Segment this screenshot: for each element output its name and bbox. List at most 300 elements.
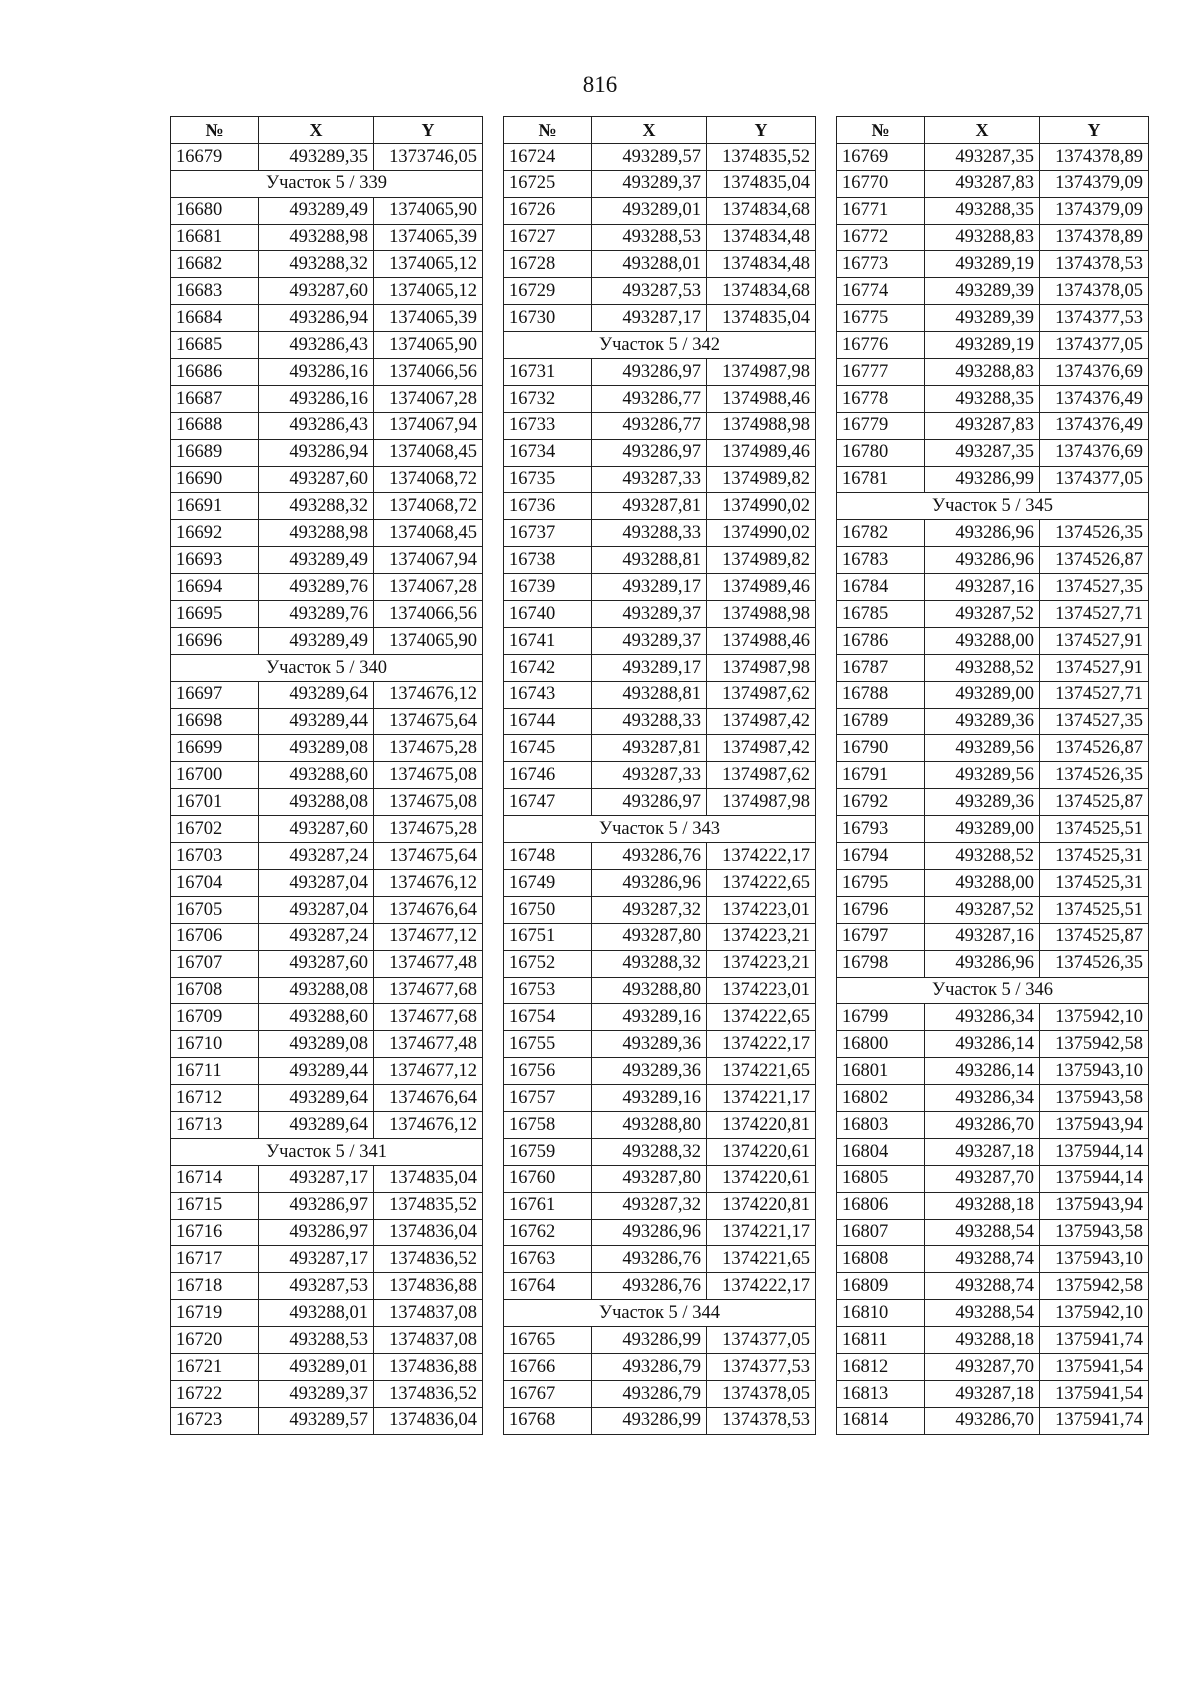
point-number-cell: 16699	[171, 735, 259, 762]
table-row	[837, 332, 1149, 359]
table-row	[171, 1273, 483, 1300]
y-coordinate-cell: 1374066,56	[374, 359, 483, 386]
y-coordinate-cell: 1374065,90	[374, 332, 483, 359]
y-coordinate-cell: 1374835,04	[707, 170, 816, 197]
table-row	[504, 1138, 816, 1165]
section-title: Участок 5 / 344	[504, 1300, 816, 1327]
x-coordinate-cell: 493287,32	[592, 1192, 707, 1219]
point-number-cell: 16744	[504, 708, 592, 735]
x-coordinate-cell: 493289,56	[925, 762, 1040, 789]
table-row	[171, 1004, 483, 1031]
x-coordinate-cell: 493286,76	[592, 843, 707, 870]
table-row	[837, 1085, 1149, 1112]
y-coordinate-cell: 1375943,10	[1040, 1246, 1149, 1273]
table-row	[504, 789, 816, 816]
table-row	[837, 251, 1149, 278]
y-coordinate-cell: 1374065,39	[374, 224, 483, 251]
y-coordinate-cell: 1374990,02	[707, 520, 816, 547]
point-number-cell: 16682	[171, 251, 259, 278]
table-header-row	[504, 117, 816, 144]
point-number-cell: 16733	[504, 412, 592, 439]
table-row	[171, 466, 483, 493]
x-coordinate-cell: 493289,39	[925, 305, 1040, 332]
y-coordinate-cell: 1374378,53	[1040, 251, 1149, 278]
point-number-cell: 16689	[171, 439, 259, 466]
y-coordinate-cell: 1374220,81	[707, 1111, 816, 1138]
section-title: Участок 5 / 343	[504, 816, 816, 843]
y-coordinate-cell: 1375943,10	[1040, 1058, 1149, 1085]
y-coordinate-cell: 1374378,89	[1040, 143, 1149, 170]
x-coordinate-cell: 493287,35	[925, 143, 1040, 170]
x-coordinate-cell: 493287,80	[592, 923, 707, 950]
point-number-cell: 16806	[837, 1192, 925, 1219]
point-number-cell: 16742	[504, 654, 592, 681]
point-number-cell: 16745	[504, 735, 592, 762]
x-coordinate-cell: 493286,97	[592, 789, 707, 816]
point-number-cell: 16751	[504, 923, 592, 950]
y-coordinate-cell: 1375943,58	[1040, 1085, 1149, 1112]
x-coordinate-cell: 493286,97	[259, 1219, 374, 1246]
table-row	[504, 1246, 816, 1273]
y-coordinate-cell: 1374989,82	[707, 547, 816, 574]
x-coordinate-cell: 493289,39	[925, 278, 1040, 305]
point-number-cell: 16720	[171, 1327, 259, 1354]
point-number-cell: 16803	[837, 1111, 925, 1138]
x-coordinate-cell: 493286,79	[592, 1353, 707, 1380]
y-coordinate-cell: 1375942,10	[1040, 1004, 1149, 1031]
x-coordinate-cell: 493288,83	[925, 224, 1040, 251]
x-coordinate-cell: 493289,56	[925, 735, 1040, 762]
table-row	[837, 1058, 1149, 1085]
y-coordinate-cell: 1374527,35	[1040, 574, 1149, 601]
table-row	[171, 359, 483, 386]
point-number-cell: 16737	[504, 520, 592, 547]
table-row	[504, 1165, 816, 1192]
y-coordinate-cell: 1374988,46	[707, 385, 816, 412]
table-row	[837, 412, 1149, 439]
section-title: Участок 5 / 341	[171, 1138, 483, 1165]
x-coordinate-cell: 493288,81	[592, 547, 707, 574]
table-row	[171, 224, 483, 251]
table-row	[837, 1407, 1149, 1434]
x-coordinate-cell: 493287,81	[592, 493, 707, 520]
x-coordinate-cell: 493288,80	[592, 1111, 707, 1138]
x-coordinate-cell: 493289,36	[925, 708, 1040, 735]
table-row	[171, 1300, 483, 1327]
table-row	[171, 385, 483, 412]
table-row	[837, 735, 1149, 762]
point-number-cell: 16691	[171, 493, 259, 520]
table-row	[837, 170, 1149, 197]
point-number-cell: 16771	[837, 197, 925, 224]
x-coordinate-cell: 493287,04	[259, 896, 374, 923]
table-row	[837, 843, 1149, 870]
point-number-cell: 16721	[171, 1353, 259, 1380]
table-row	[171, 789, 483, 816]
point-number-cell: 16736	[504, 493, 592, 520]
y-coordinate-cell: 1374067,94	[374, 412, 483, 439]
table-row	[171, 1380, 483, 1407]
table-row	[504, 977, 816, 1004]
x-coordinate-cell: 493287,83	[925, 170, 1040, 197]
x-coordinate-cell: 493287,32	[592, 896, 707, 923]
x-coordinate-cell: 493289,57	[259, 1407, 374, 1434]
y-coordinate-cell: 1374065,12	[374, 278, 483, 305]
table-row	[504, 627, 816, 654]
y-coordinate-cell: 1374222,65	[707, 1004, 816, 1031]
table-row	[837, 708, 1149, 735]
x-coordinate-cell: 493289,36	[592, 1031, 707, 1058]
point-number-cell: 16735	[504, 466, 592, 493]
point-number-cell: 16696	[171, 627, 259, 654]
point-number-cell: 16750	[504, 896, 592, 923]
point-number-cell: 16702	[171, 816, 259, 843]
table-row	[837, 762, 1149, 789]
header-y: Y	[707, 117, 816, 144]
y-coordinate-cell: 1374834,48	[707, 224, 816, 251]
x-coordinate-cell: 493286,97	[592, 439, 707, 466]
x-coordinate-cell: 493288,32	[259, 493, 374, 520]
table-row	[171, 601, 483, 628]
x-coordinate-cell: 493288,18	[925, 1327, 1040, 1354]
y-coordinate-cell: 1374068,45	[374, 439, 483, 466]
point-number-cell: 16740	[504, 601, 592, 628]
y-coordinate-cell: 1374677,48	[374, 1031, 483, 1058]
point-number-cell: 16766	[504, 1353, 592, 1380]
x-coordinate-cell: 493288,01	[592, 251, 707, 278]
x-coordinate-cell: 493286,77	[592, 385, 707, 412]
y-coordinate-cell: 1374676,12	[374, 681, 483, 708]
y-coordinate-cell: 1374526,87	[1040, 547, 1149, 574]
point-number-cell: 16795	[837, 869, 925, 896]
y-coordinate-cell: 1374220,61	[707, 1165, 816, 1192]
x-coordinate-cell: 493289,64	[259, 1111, 374, 1138]
x-coordinate-cell: 493286,14	[925, 1058, 1040, 1085]
y-coordinate-cell: 1374987,42	[707, 708, 816, 735]
coordinates-table-3	[836, 116, 1149, 1435]
x-coordinate-cell: 493287,18	[925, 1380, 1040, 1407]
point-number-cell: 16813	[837, 1380, 925, 1407]
header-x: X	[592, 117, 707, 144]
y-coordinate-cell: 1374221,17	[707, 1085, 816, 1112]
x-coordinate-cell: 493286,70	[925, 1407, 1040, 1434]
table-row	[171, 1085, 483, 1112]
x-coordinate-cell: 493288,54	[925, 1300, 1040, 1327]
x-coordinate-cell: 493289,16	[592, 1004, 707, 1031]
point-number-cell: 16746	[504, 762, 592, 789]
x-coordinate-cell: 493286,16	[259, 359, 374, 386]
x-coordinate-cell: 493286,96	[925, 950, 1040, 977]
point-number-cell: 16810	[837, 1300, 925, 1327]
section-row	[171, 1138, 483, 1165]
table-row	[837, 1111, 1149, 1138]
x-coordinate-cell: 493288,80	[592, 977, 707, 1004]
x-coordinate-cell: 493288,81	[592, 681, 707, 708]
y-coordinate-cell: 1374675,28	[374, 735, 483, 762]
point-number-cell: 16796	[837, 896, 925, 923]
point-number-cell: 16693	[171, 547, 259, 574]
table-row	[171, 332, 483, 359]
x-coordinate-cell: 493286,96	[592, 1219, 707, 1246]
y-coordinate-cell: 1375941,54	[1040, 1380, 1149, 1407]
y-coordinate-cell: 1374987,42	[707, 735, 816, 762]
table-row	[504, 547, 816, 574]
section-row	[171, 170, 483, 197]
point-number-cell: 16683	[171, 278, 259, 305]
table-row	[837, 816, 1149, 843]
table-row	[171, 977, 483, 1004]
x-coordinate-cell: 493287,60	[259, 466, 374, 493]
x-coordinate-cell: 493286,97	[259, 1192, 374, 1219]
y-coordinate-cell: 1374835,52	[707, 143, 816, 170]
table-row	[504, 1327, 816, 1354]
point-number-cell: 16788	[837, 681, 925, 708]
x-coordinate-cell: 493289,01	[592, 197, 707, 224]
table-row	[504, 1192, 816, 1219]
x-coordinate-cell: 493287,24	[259, 843, 374, 870]
table-row	[171, 197, 483, 224]
table-row	[171, 735, 483, 762]
table-row	[837, 950, 1149, 977]
y-coordinate-cell: 1374065,90	[374, 197, 483, 224]
x-coordinate-cell: 493286,34	[925, 1004, 1040, 1031]
table-row	[837, 627, 1149, 654]
point-number-cell: 16679	[171, 143, 259, 170]
table-row	[504, 493, 816, 520]
x-coordinate-cell: 493289,37	[592, 601, 707, 628]
x-coordinate-cell: 493286,76	[592, 1273, 707, 1300]
x-coordinate-cell: 493289,44	[259, 1058, 374, 1085]
point-number-cell: 16705	[171, 896, 259, 923]
x-coordinate-cell: 493289,08	[259, 735, 374, 762]
table-row	[504, 708, 816, 735]
table-row	[837, 654, 1149, 681]
section-row	[504, 1300, 816, 1327]
x-coordinate-cell: 493286,99	[592, 1407, 707, 1434]
coordinates-table-1	[170, 116, 483, 1435]
y-coordinate-cell: 1374988,98	[707, 412, 816, 439]
y-coordinate-cell: 1374066,56	[374, 601, 483, 628]
y-coordinate-cell: 1374378,05	[707, 1380, 816, 1407]
point-number-cell: 16727	[504, 224, 592, 251]
x-coordinate-cell: 493289,17	[592, 574, 707, 601]
point-number-cell: 16686	[171, 359, 259, 386]
header-y: Y	[374, 117, 483, 144]
point-number-cell: 16685	[171, 332, 259, 359]
table-row	[504, 466, 816, 493]
point-number-cell: 16731	[504, 359, 592, 386]
x-coordinate-cell: 493288,33	[592, 708, 707, 735]
point-number-cell: 16726	[504, 197, 592, 224]
y-coordinate-cell: 1375943,58	[1040, 1219, 1149, 1246]
point-number-cell: 16747	[504, 789, 592, 816]
y-coordinate-cell: 1373746,05	[374, 143, 483, 170]
point-number-cell: 16814	[837, 1407, 925, 1434]
y-coordinate-cell: 1374676,12	[374, 1111, 483, 1138]
x-coordinate-cell: 493287,81	[592, 735, 707, 762]
y-coordinate-cell: 1374378,53	[707, 1407, 816, 1434]
table-row	[504, 1380, 816, 1407]
point-number-cell: 16812	[837, 1353, 925, 1380]
table-row	[171, 843, 483, 870]
point-number-cell: 16692	[171, 520, 259, 547]
x-coordinate-cell: 493286,16	[259, 385, 374, 412]
y-coordinate-cell: 1374222,17	[707, 843, 816, 870]
table-row	[837, 789, 1149, 816]
table-row	[504, 412, 816, 439]
point-number-cell: 16807	[837, 1219, 925, 1246]
table-row	[171, 1353, 483, 1380]
y-coordinate-cell: 1374987,98	[707, 654, 816, 681]
table-row	[171, 493, 483, 520]
x-coordinate-cell: 493288,08	[259, 789, 374, 816]
table-row	[171, 1031, 483, 1058]
table-row	[504, 681, 816, 708]
point-number-cell: 16760	[504, 1165, 592, 1192]
point-number-cell: 16784	[837, 574, 925, 601]
y-coordinate-cell: 1374376,49	[1040, 385, 1149, 412]
y-coordinate-cell: 1374376,49	[1040, 412, 1149, 439]
y-coordinate-cell: 1374527,71	[1040, 681, 1149, 708]
point-number-cell: 16734	[504, 439, 592, 466]
table-row	[504, 1058, 816, 1085]
x-coordinate-cell: 493286,14	[925, 1031, 1040, 1058]
y-coordinate-cell: 1375943,94	[1040, 1192, 1149, 1219]
y-coordinate-cell: 1374220,81	[707, 1192, 816, 1219]
y-coordinate-cell: 1374677,48	[374, 950, 483, 977]
point-number-cell: 16768	[504, 1407, 592, 1434]
point-number-cell: 16698	[171, 708, 259, 735]
point-number-cell: 16754	[504, 1004, 592, 1031]
x-coordinate-cell: 493289,44	[259, 708, 374, 735]
x-coordinate-cell: 493288,08	[259, 977, 374, 1004]
point-number-cell: 16723	[171, 1407, 259, 1434]
table-row	[504, 1031, 816, 1058]
y-coordinate-cell: 1374221,17	[707, 1219, 816, 1246]
table-row	[504, 1407, 816, 1434]
y-coordinate-cell: 1374221,65	[707, 1058, 816, 1085]
x-coordinate-cell: 493287,17	[259, 1165, 374, 1192]
y-coordinate-cell: 1374221,65	[707, 1246, 816, 1273]
y-coordinate-cell: 1374526,35	[1040, 950, 1149, 977]
x-coordinate-cell: 493287,24	[259, 923, 374, 950]
point-number-cell: 16804	[837, 1138, 925, 1165]
point-number-cell: 16722	[171, 1380, 259, 1407]
point-number-cell: 16752	[504, 950, 592, 977]
y-coordinate-cell: 1374526,87	[1040, 735, 1149, 762]
y-coordinate-cell: 1374834,48	[707, 251, 816, 278]
point-number-cell: 16710	[171, 1031, 259, 1058]
x-coordinate-cell: 493289,37	[592, 627, 707, 654]
table-row	[171, 520, 483, 547]
table-row	[504, 439, 816, 466]
x-coordinate-cell: 493288,53	[259, 1327, 374, 1354]
point-number-cell: 16755	[504, 1031, 592, 1058]
point-number-cell: 16687	[171, 385, 259, 412]
point-number-cell: 16739	[504, 574, 592, 601]
y-coordinate-cell: 1375941,74	[1040, 1407, 1149, 1434]
y-coordinate-cell: 1374065,90	[374, 627, 483, 654]
y-coordinate-cell: 1374988,46	[707, 627, 816, 654]
point-number-cell: 16741	[504, 627, 592, 654]
table-row	[504, 843, 816, 870]
x-coordinate-cell: 493289,19	[925, 332, 1040, 359]
table-row	[837, 385, 1149, 412]
table-row	[171, 816, 483, 843]
point-number-cell: 16681	[171, 224, 259, 251]
x-coordinate-cell: 493286,43	[259, 412, 374, 439]
y-coordinate-cell: 1374525,51	[1040, 896, 1149, 923]
table-row	[171, 869, 483, 896]
y-coordinate-cell: 1374376,69	[1040, 439, 1149, 466]
table-row	[504, 197, 816, 224]
y-coordinate-cell: 1374835,04	[707, 305, 816, 332]
table-row	[504, 762, 816, 789]
point-number-cell: 16719	[171, 1300, 259, 1327]
y-coordinate-cell: 1374222,65	[707, 869, 816, 896]
y-coordinate-cell: 1374376,69	[1040, 359, 1149, 386]
table-row	[171, 1111, 483, 1138]
table-row	[837, 1273, 1149, 1300]
x-coordinate-cell: 493288,32	[592, 1138, 707, 1165]
point-number-cell: 16794	[837, 843, 925, 870]
point-number-cell: 16730	[504, 305, 592, 332]
table-row	[171, 574, 483, 601]
point-number-cell: 16728	[504, 251, 592, 278]
y-coordinate-cell: 1374526,35	[1040, 520, 1149, 547]
table-row	[837, 547, 1149, 574]
table-row	[837, 869, 1149, 896]
y-coordinate-cell: 1374989,46	[707, 439, 816, 466]
point-number-cell: 16778	[837, 385, 925, 412]
x-coordinate-cell: 493287,53	[259, 1273, 374, 1300]
point-number-cell: 16780	[837, 439, 925, 466]
x-coordinate-cell: 493287,70	[925, 1353, 1040, 1380]
x-coordinate-cell: 493289,37	[592, 170, 707, 197]
table-row	[837, 1004, 1149, 1031]
x-coordinate-cell: 493289,36	[925, 789, 1040, 816]
table-row	[171, 762, 483, 789]
table-header-row	[837, 117, 1149, 144]
point-number-cell: 16756	[504, 1058, 592, 1085]
x-coordinate-cell: 493286,99	[592, 1327, 707, 1354]
x-coordinate-cell: 493286,70	[925, 1111, 1040, 1138]
y-coordinate-cell: 1375942,58	[1040, 1031, 1149, 1058]
point-number-cell: 16785	[837, 601, 925, 628]
x-coordinate-cell: 493286,96	[925, 520, 1040, 547]
y-coordinate-cell: 1374068,72	[374, 493, 483, 520]
y-coordinate-cell: 1374987,98	[707, 789, 816, 816]
x-coordinate-cell: 493288,32	[259, 251, 374, 278]
y-coordinate-cell: 1374067,28	[374, 385, 483, 412]
y-coordinate-cell: 1374068,45	[374, 520, 483, 547]
point-number-cell: 16707	[171, 950, 259, 977]
x-coordinate-cell: 493288,60	[259, 762, 374, 789]
point-number-cell: 16704	[171, 869, 259, 896]
header-x: X	[259, 117, 374, 144]
point-number-cell: 16765	[504, 1327, 592, 1354]
x-coordinate-cell: 493289,64	[259, 681, 374, 708]
y-coordinate-cell: 1374377,05	[1040, 332, 1149, 359]
y-coordinate-cell: 1375941,54	[1040, 1353, 1149, 1380]
y-coordinate-cell: 1374379,09	[1040, 197, 1149, 224]
table-row	[504, 1353, 816, 1380]
header-y: Y	[1040, 117, 1149, 144]
table-row	[171, 1192, 483, 1219]
y-coordinate-cell: 1374527,91	[1040, 654, 1149, 681]
x-coordinate-cell: 493289,76	[259, 601, 374, 628]
x-coordinate-cell: 493289,08	[259, 1031, 374, 1058]
